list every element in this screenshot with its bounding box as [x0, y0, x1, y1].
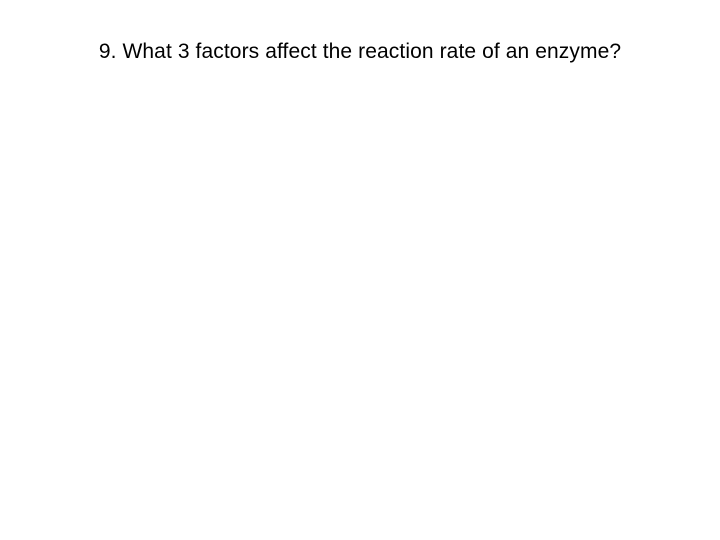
slide-title: 9. What 3 factors affect the reaction rate of an enzyme? — [98, 40, 622, 63]
